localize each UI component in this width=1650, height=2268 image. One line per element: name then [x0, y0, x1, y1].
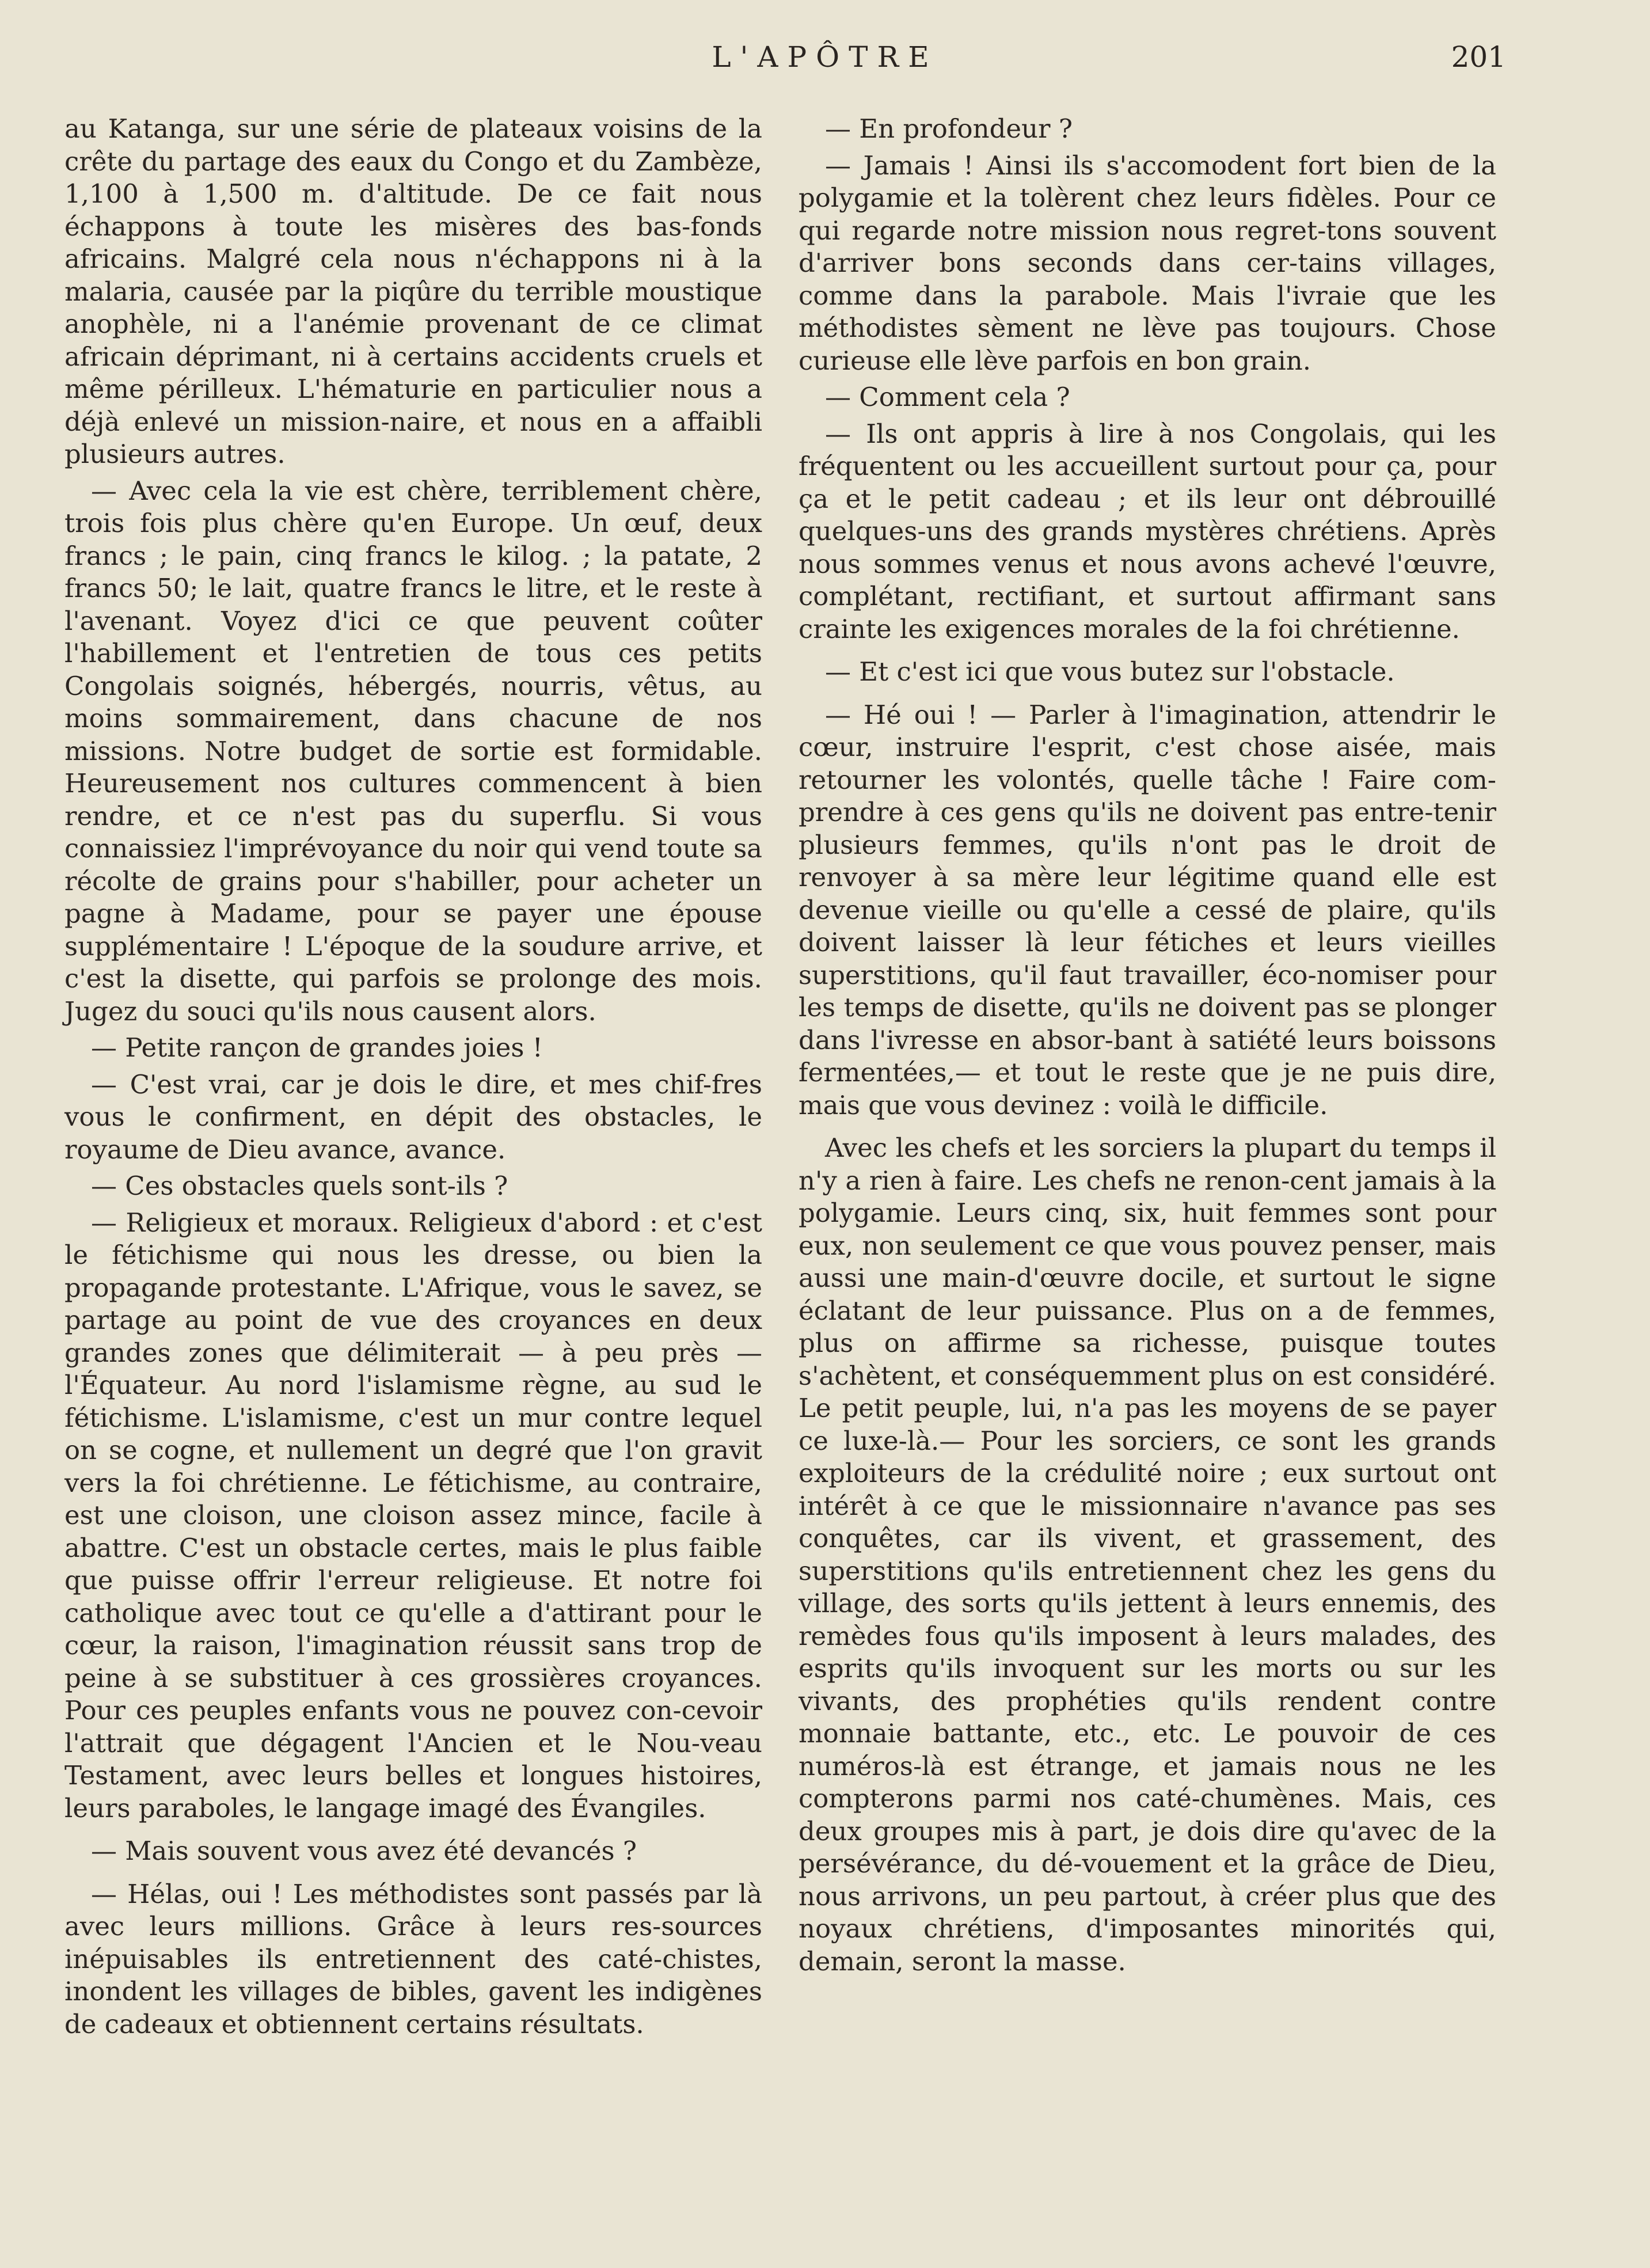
paragraph: — Mais souvent vous avez été devancés ?: [91, 1836, 637, 1866]
paragraph: — Ces obstacles quels sont-ils ?: [91, 1171, 508, 1201]
paragraph: — Avec cela la vie est chère, terriblement chère, trois fois plus chère qu'en Europe. Un œuf, deux francs ; le pain, cinq francs le kilog. ; la patate, 2 francs 50; le lait, quatre francs le litre, et le reste à l'avenant. Voyez d'ici ce que peuvent coûter l'habillement et l'entretien de tous ces petits Congolais soignés, hébergés, nourris, vêtus, au moins sommairement, dans chacune de nos missions. Notre budget de sortie est formidable. Heureusement nos cultures commencent à bien rendre, et ce n'est pas du superflu. Si vous connaissiez l'imprévoyance du noir qui vend toute sa récolte de grains pour s'habiller, pour acheter un pagne à Madame, pour se payer une épouse supplémentaire ! L'époque de la soudure arrive, et c'est la disette, qui parfois se prolonge des mois. Jugez du souci qu'ils nous causent alors.: [64, 475, 762, 1027]
right-column: [799, 113, 1496, 1982]
paragraph: — Religieux et moraux. Religieux d'abord : et c'est le fétichisme qui nous les dresse, ou bien la propagande protestante. L'Afrique, vous le savez, se partage au point de vue des croyances en deux grandes zones que délimiterait — à peu près — l'Équateur. Au nord l'islamisme règne, au sud le fétichisme. L'islamisme, c'est un mur contre lequel on se cogne, et nullement un degré que l'on gravit vers la foi chrétienne. Le fétichisme, au contraire, est une cloison, une cloison assez mince, facile à abattre. C'est un obstacle certes, mais le plus faible que puisse offrir l'erreur religieuse. Et notre foi catholique avec tout ce qu'elle a d'attirant pour le cœur, la raison, l'imagination réussit sans trop de peine à se substituer à ces grossières croyances. Pour ces peuples enfants vous ne pouvez con-cevoir l'attrait que dégagent l'Ancien et le Nou-veau Testament, avec leurs belles et longues histoires, leurs paraboles, le langage imagé des Évangiles.: [64, 1207, 762, 1823]
paragraph: au Katanga, sur une série de plateaux voisins de la crête du partage des eaux du Congo et du Zambèze, 1,100 à 1,500 m. d'altitude. De ce fait nous échappons à toute les misères des bas-fonds africains. Malgré cela nous n'échappons ni à la malaria, causée par la piqûre du terrible moustique anophèle, ni a l'anémie provenant de ce climat africain déprimant, ni à certains accidents cruels et même périlleux. L'hématurie en particulier nous a déjà enlevé un mission-naire, et nous en a affaibli plusieurs autres.: [64, 113, 762, 469]
paragraph: — Petite rançon de grandes joies !: [91, 1032, 543, 1063]
paragraph: — Hélas, oui ! Les méthodistes sont passés par là avec leurs millions. Grâce à leurs res-sources inépuisables ils entretiennent des caté-chistes, inondent les villages de bibles, gavent les indigènes de cadeaux et obtiennent certains résultats.: [64, 1878, 762, 2039]
paragraph: — Hé oui ! — Parler à l'imagination, attendrir le cœur, instruire l'esprit, c'est chose aisée, mais retourner les volontés, quelle tâche ! Faire com-prendre à ces gens qu'ils ne doivent pas entre-tenir plusieurs femmes, qu'ils n'ont pas le droit de renvoyer à sa mère leur légitime quand elle est devenue vieille ou qu'elle a cessé de plaire, qu'ils doivent laisser là leur fétiches et leurs vieilles superstitions, qu'il faut travailler, éco-nomiser pour les temps de disette, qu'ils ne doivent pas se plonger dans l'ivresse en absor-bant à satiété leurs boissons fermentées,— et tout le reste que je ne puis dire, mais que vous devinez : voilà le difficile.: [799, 699, 1496, 1120]
left-column: [64, 113, 762, 2045]
paragraph: — Ils ont appris à lire à nos Congolais, qui les fréquentent ou les accueillent surtout pour ça, pour ça et le petit cadeau ; et ils leur ont débrouillé quelques-uns des grands mystères chrétiens. Après nous sommes venus et nous avons achevé l'œuvre, complétant, rectifiant, et surtout affirmant sans crainte les exigences morales de la foi chrétienne.: [799, 418, 1496, 644]
running-title: L'APÔTRE: [712, 40, 938, 74]
paragraph: — Comment cela ?: [825, 382, 1070, 412]
paragraph: Avec les chefs et les sorciers la plupart du temps il n'y a rien à faire. Les chefs ne renon-cent jamais à la polygamie. Leurs cinq, six, huit femmes sont pour eux, non seulement ce que vous pouvez penser, mais aussi une main-d'œuvre docile, et surtout le signe éclatant de leur puissance. Plus on a de femmes, plus on affirme sa richesse, puisque toutes s'achètent, et conséquemment plus on est considéré. Le petit peuple, lui, n'a pas les moyens de se payer ce luxe-là.— Pour les sorciers, ce sont les grands exploiteurs de la crédulité noire ; eux surtout ont intérêt à ce que le missionnaire n'avance pas ses conquêtes, car ils vivent, et grassement, des superstitions qu'ils entretiennent chez les gens du village, des sorts qu'ils jettent à leurs ennemis, des remèdes fous qu'ils imposent à leurs malades, des esprits qu'ils invoquent sur les morts ou sur les vivants, des prophéties qu'ils rendent contre monnaie battante, etc., etc. Le pouvoir de ces numéros-là est étrange, et jamais nous ne les compterons parmi nos caté-chumènes. Mais, ces deux groupes mis à part, je dois dire qu'avec de la persévérance, du dé-vouement et la grâce de Dieu, nous arrivons, un peu partout, à créer plus que des noyaux chrétiens, d'imposantes minorités qui, demain, seront la masse.: [799, 1133, 1496, 1977]
paragraph: — C'est vrai, car je dois le dire, et mes chif-fres vous le confirment, en dépit des obstacles, le royaume de Dieu avance, avance.: [64, 1069, 762, 1165]
paragraph: — Et c'est ici que vous butez sur l'obstacle.: [825, 656, 1395, 687]
page-number: 201: [1451, 40, 1506, 74]
paragraph: — En profondeur ?: [825, 113, 1073, 144]
paragraph: — Jamais ! Ainsi ils s'accomodent fort bien de la polygamie et la tolèrent chez leurs fidèles. Pour ce qui regarde notre mission nous regret-tons souvent d'arriver bons seconds dans cer-tains villages, comme dans la parabole. Mais l'ivraie que les méthodistes sèment ne lève pas toujours. Chose curieuse elle lève parfois en bon grain.: [799, 150, 1496, 376]
